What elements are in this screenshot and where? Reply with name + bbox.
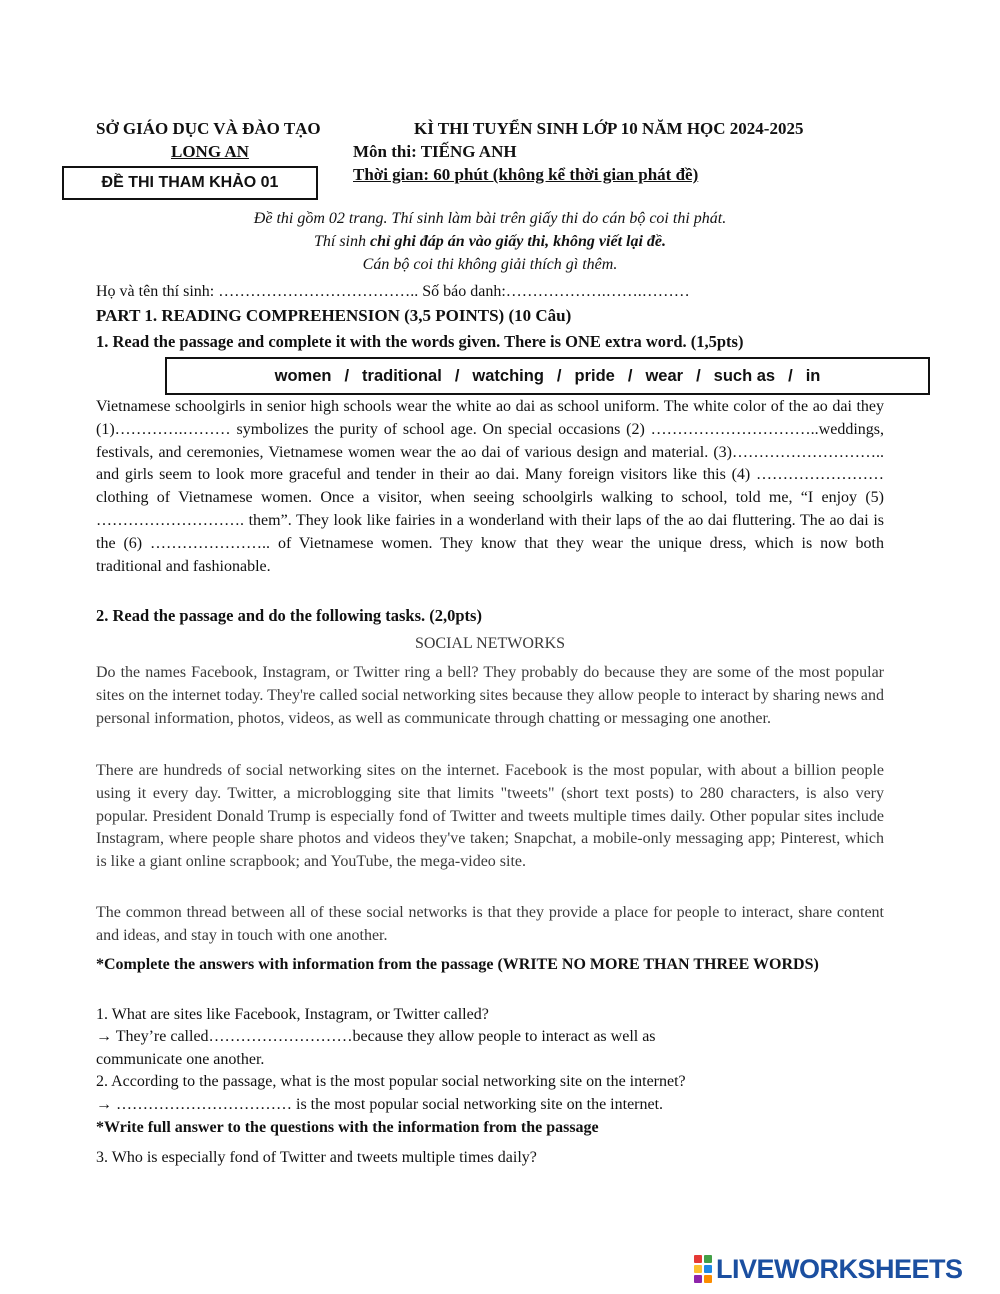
note-line-2 bbox=[0, 233, 980, 251]
question-2: 2. According to the passage, what is the most popular social networking site on the internet? bbox=[96, 1073, 686, 1090]
exam-subject: Môn thi: TIẾNG ANH bbox=[353, 142, 517, 161]
task1-title: 1. Read the passage and complete it with the words given. There is ONE extra word. (1,5pts) bbox=[96, 332, 744, 351]
word-bank-item: pride bbox=[574, 366, 615, 385]
task2-title: 2. Read the passage and do the following tasks. (2,0pts) bbox=[96, 606, 482, 625]
word-bank-item: women bbox=[274, 366, 332, 385]
word-bank-item: such as bbox=[713, 366, 776, 385]
word-bank-item: traditional bbox=[362, 366, 442, 385]
passage-2-paragraph-3: The common thread between all of these social networks is that they provide a place for people to interact, share content and ideas, and stay in touch with one another. bbox=[96, 904, 884, 944]
note-line-3: Cán bộ coi thi không giải thích gì thêm. bbox=[362, 256, 618, 273]
word-bank-box: women / traditional / watching / pride / wear / such as / in bbox=[165, 357, 930, 395]
instruction-complete-answers: *Complete the answers with information from the passage (WRITE NO MORE THAN THREE WORDS) bbox=[96, 956, 819, 973]
word-bank-item: in bbox=[805, 366, 821, 385]
note-line-2-prefix: Thí sinh bbox=[313, 233, 370, 250]
passage-2-title: SOCIAL NETWORKS bbox=[414, 635, 566, 652]
question-1: 1. What are sites like Facebook, Instagram, or Twitter called? bbox=[96, 1006, 489, 1023]
question-3: 3. Who is especially fond of Twitter and tweets multiple times daily? bbox=[96, 1149, 537, 1166]
department-name: SỞ GIÁO DỤC VÀ ĐÀO TẠO bbox=[96, 119, 321, 138]
passage-2-paragraph-1: Do the names Facebook, Instagram, or Twitter ring a bell? They probably do because they are some of the most popular sites on the internet today. They're called social networking sites because they allow people to interact by sharing news and personal information, photos, videos, as well as communicate through chatting or messaging one another. bbox=[96, 664, 884, 727]
reference-exam-label: ĐỀ THI THAM KHẢO 01 bbox=[62, 166, 318, 200]
candidate-info-line: Họ và tên thí sinh: ……………………………….. Số báo danh:……………….…….……… bbox=[96, 283, 690, 300]
passage-1-text: Vietnamese schoolgirls in senior high schools wear the white ao dai as school uniform. The white color of the ao dai they (1)………….……… symbolizes the purity of school age. On special occasions (2) …………………………..weddings, festivals, and ceremonies, Vietnamese women wear the ao dai of various design and material. (3)……………………….. and girls seem to look more graceful and tender in their ao dai. Many foreign visitors like this (4) …………………… clothing of Vietnamese women. Once a visitor, when seeing schoolgirls walking to school, told me, “I enjoy (5) ………………………. them”. They look like fairies in a wonderland with their laps of the ao dai fluttering. The ao dai is the (6) ………………….. of Vietnamese women. They know that they wear the unique dress, which is now both traditional and fashionable. bbox=[96, 398, 884, 575]
note-line-2-bold: chỉ ghi đáp án vào giấy thi, không viết lại đề. bbox=[370, 233, 667, 250]
part1-title: PART 1. READING COMPREHENSION (3,5 POINTS) (10 Câu) bbox=[96, 306, 572, 325]
province-name: LONG AN bbox=[171, 142, 249, 161]
logo-blocks-icon bbox=[694, 1255, 712, 1283]
logo-text: LIVEWORKSHEETS bbox=[716, 1253, 963, 1284]
answer-1-line-2: communicate one another. bbox=[96, 1051, 265, 1068]
exam-title: KÌ THI TUYỂN SINH LỚP 10 NĂM HỌC 2024-2025 bbox=[414, 119, 804, 138]
answer-1-line-1: → They’re called………………………because they allow people to interact as well as bbox=[96, 1028, 656, 1045]
exam-duration: Thời gian: 60 phút (không kể thời gian phát đề) bbox=[353, 165, 699, 184]
passage-2-paragraph-2: There are hundreds of social networking sites on the internet. Facebook is the most popular, with about a billion people using it every day. Twitter, a microblogging site that limits "tweets" (short text posts) to 280 characters, is also very popular. President Donald Trump is especially fond of Twitter and tweets multiple times daily. Other popular sites include Instagram, where people share photos and videos they've taken; Snapchat, a mobile-only messaging app; Pinterest, which is like a giant online scrapbook; and YouTube, the mega-video site. bbox=[96, 762, 884, 871]
word-bank-item: watching bbox=[472, 366, 544, 385]
answer-2: → …………………………… is the most popular social networking site on the internet. bbox=[96, 1096, 664, 1113]
note-line-1: Đề thi gồm 02 trang. Thí sinh làm bài trên giấy thi do cán bộ coi thi phát. bbox=[253, 210, 727, 227]
instruction-full-answer: *Write full answer to the questions with the information from the passage bbox=[96, 1119, 599, 1136]
word-bank-item: wear bbox=[645, 366, 684, 385]
liveworksheets-logo bbox=[694, 1254, 963, 1284]
